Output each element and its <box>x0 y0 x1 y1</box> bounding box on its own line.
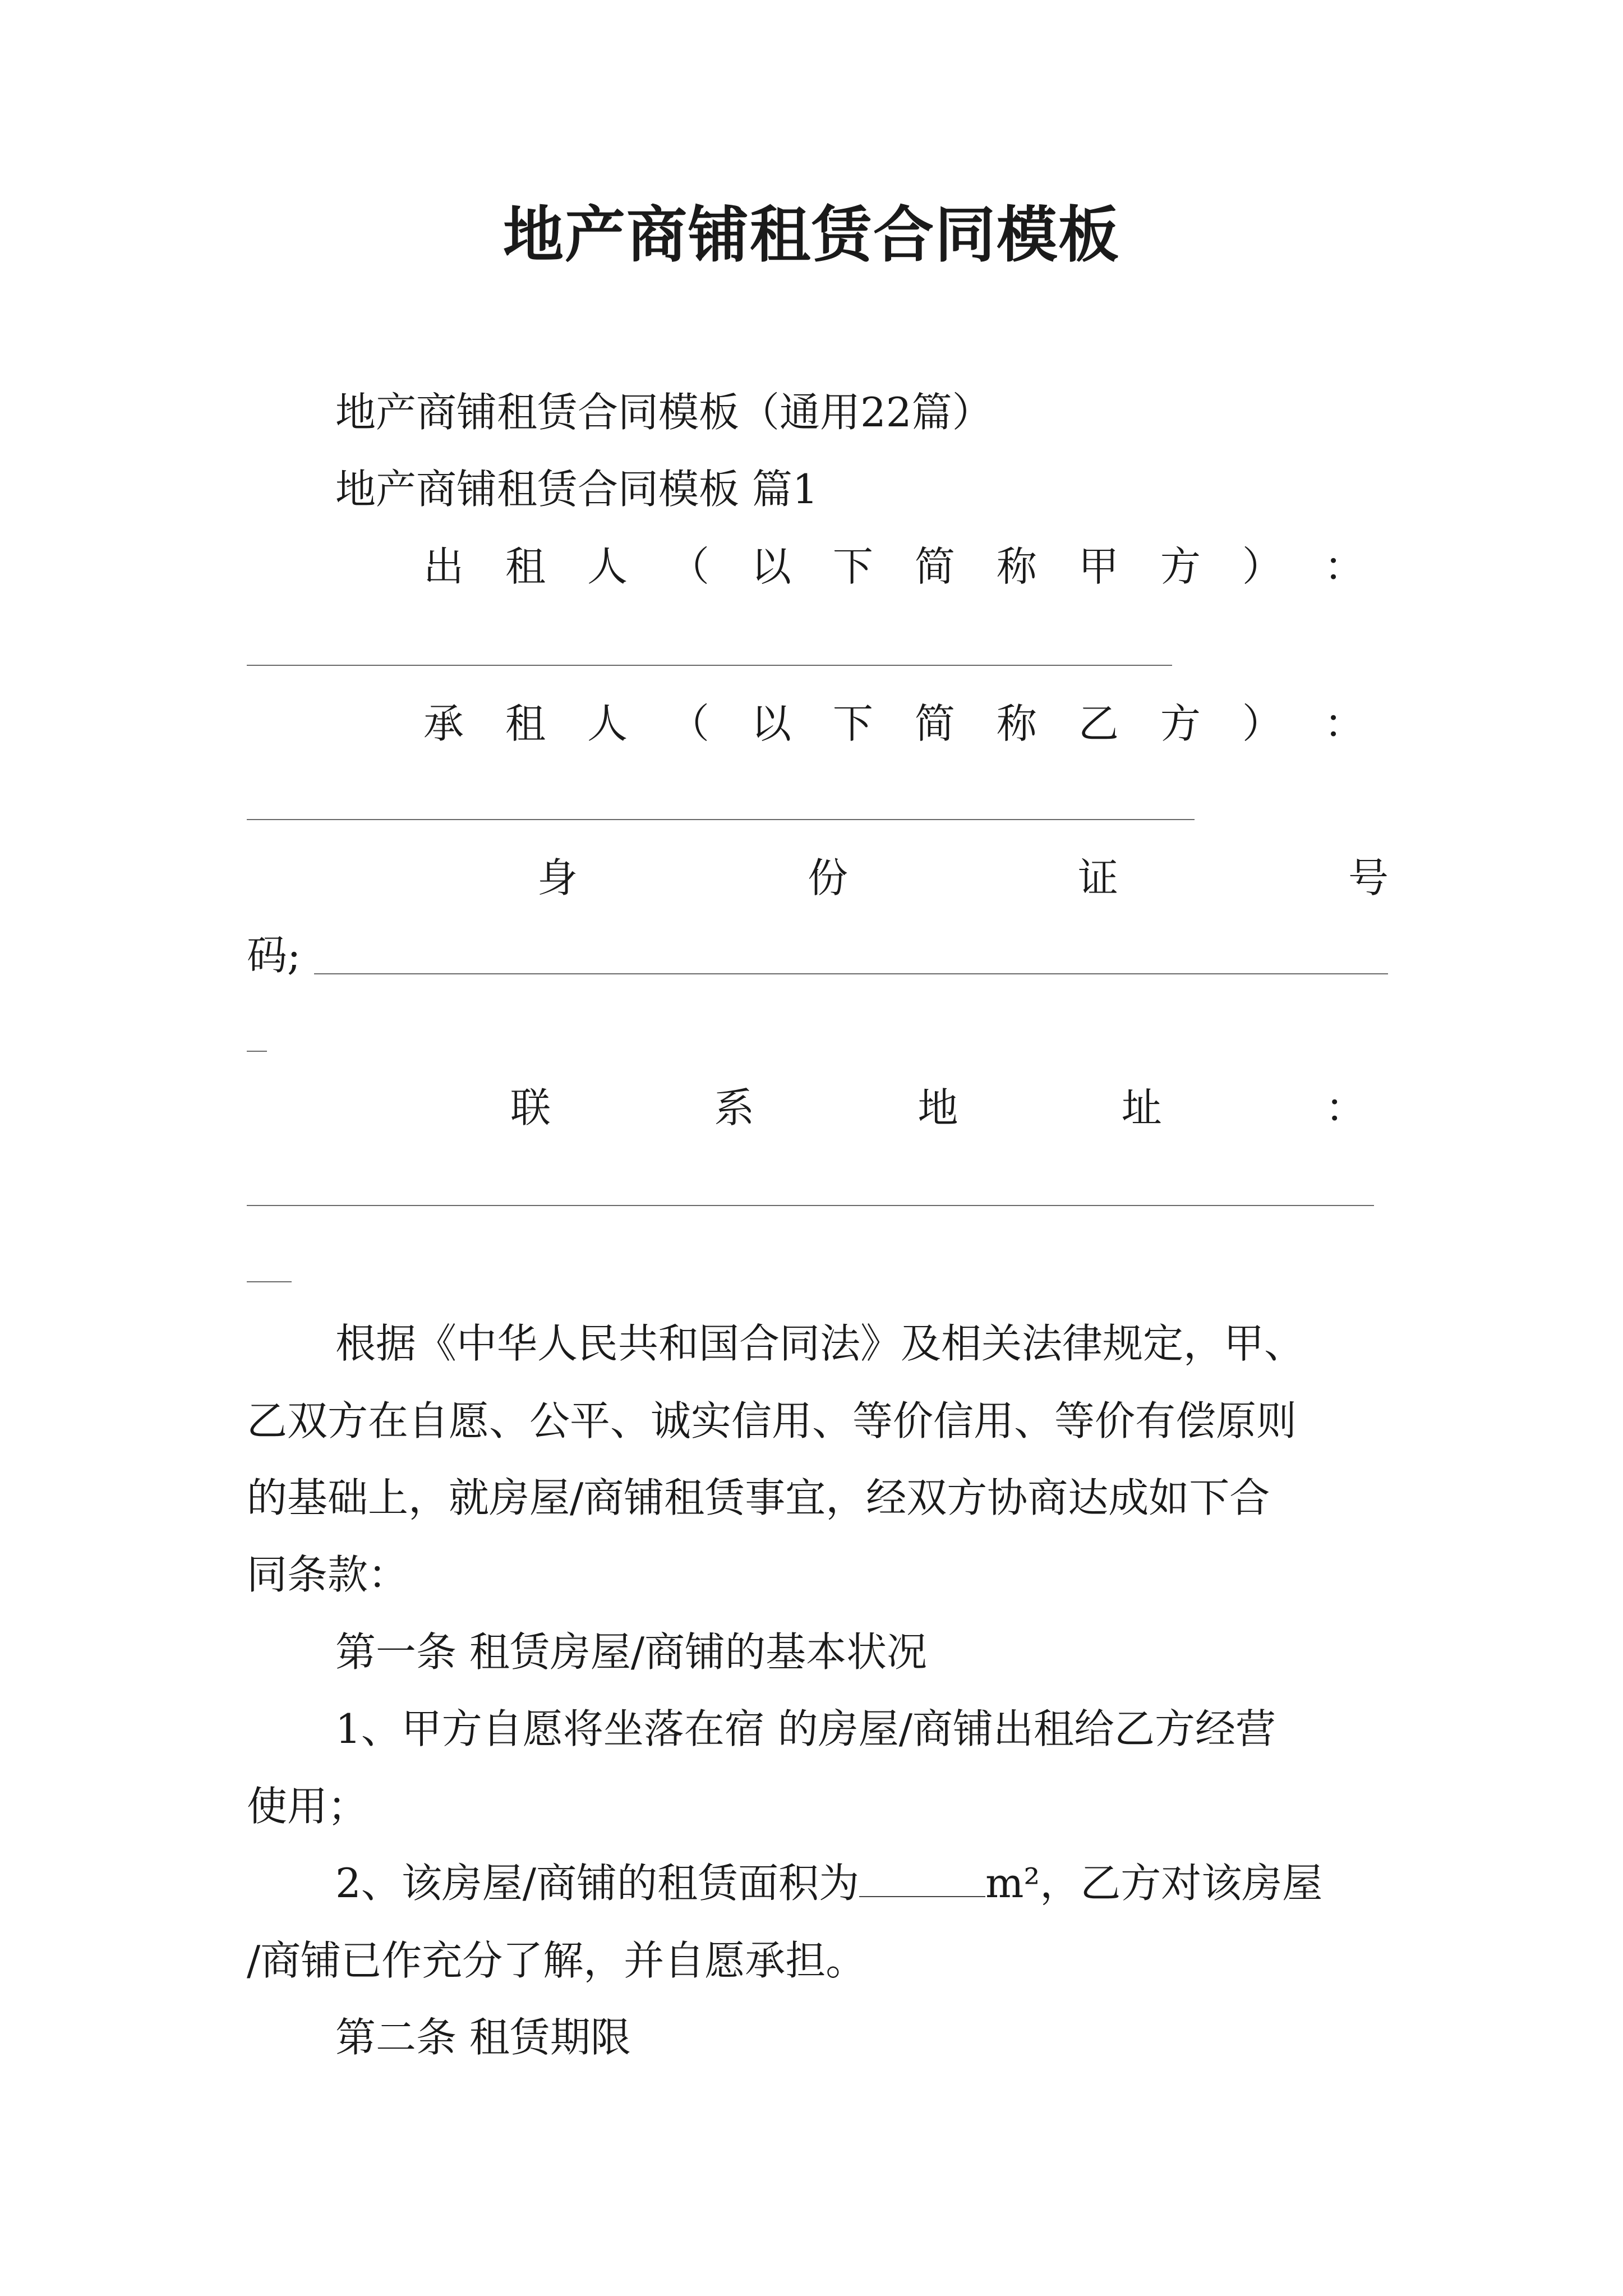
lessee-label <box>423 698 1364 749</box>
contact-address-fill-line <box>247 1205 1374 1206</box>
lessor-char: 租 <box>505 543 546 590</box>
lessor-char: 甲 <box>1078 543 1119 590</box>
lessor-char: （ <box>668 543 709 590</box>
lessee-char: 乙 <box>1078 700 1119 747</box>
article-1-item-2 <box>335 1858 1322 1908</box>
id-number-fill-line <box>314 973 1388 974</box>
lessee-char: 人 <box>587 700 628 747</box>
address-char: 地 <box>917 1084 958 1131</box>
preamble-line: 根据《中华人民共和国合同法》及相关法律规定，甲、 <box>335 1320 1305 1367</box>
id-number-label-tail: 码; <box>247 932 301 979</box>
document-subtitle: 地产商铺租赁合同模板（通用22篇） <box>335 389 993 436</box>
lessor-label <box>423 541 1364 592</box>
lessor-char: 人 <box>587 543 628 590</box>
address-char: 系 <box>714 1084 755 1131</box>
lessee-char: 简 <box>914 700 955 747</box>
id-char: 份 <box>807 854 848 901</box>
address-char: ： <box>1325 1084 1366 1131</box>
article-1-item-1-cont: 使用； <box>247 1783 368 1830</box>
lessee-char: 以 <box>750 700 791 747</box>
lessee-fill-line <box>247 819 1195 820</box>
article-1-item-1: 1、甲方自愿将坐落在宿 的房屋/商铺出租给乙方经营 <box>335 1705 1276 1752</box>
address-char: 联 <box>510 1084 551 1131</box>
lessor-char: 以 <box>750 543 791 590</box>
article-1-heading: 第一条 租赁房屋/商铺的基本状况 <box>335 1628 928 1676</box>
lessor-char: 简 <box>914 543 955 590</box>
document-title: 地产商铺租赁合同模板 <box>502 200 1120 270</box>
lessee-char: 称 <box>996 700 1037 747</box>
id-char: 身 <box>537 854 578 901</box>
article-1-item-2-cont: /商铺已作充分了解，并自愿承担。 <box>247 1937 866 1984</box>
lessee-char: 承 <box>423 700 464 747</box>
preamble-line: 同条款： <box>247 1551 409 1598</box>
item-2-suffix: m²，乙方对该房屋 <box>985 1860 1323 1907</box>
lessor-fill-line <box>247 665 1172 666</box>
article-2-heading: 第二条 租赁期限 <box>335 2014 631 2061</box>
address-char: 址 <box>1121 1084 1162 1131</box>
lessee-char: 租 <box>505 700 546 747</box>
area-fill-blank <box>859 1862 985 1897</box>
lessee-char: 下 <box>832 700 873 747</box>
lessor-char: 方 <box>1160 543 1201 590</box>
preamble-line: 的基础上，就房屋/商铺租赁事宜，经双方协商达成如下合 <box>247 1474 1270 1521</box>
id-number-label <box>537 853 1389 903</box>
lessor-char: ： <box>1324 543 1364 590</box>
preamble-line: 乙双方在自愿、公平、诚实信用、等价信用、等价有偿原则 <box>247 1397 1297 1444</box>
lessee-char: （ <box>668 700 709 747</box>
lessee-char: ： <box>1324 700 1364 747</box>
section-heading: 地产商铺租赁合同模板 篇1 <box>335 466 818 513</box>
id-number-fill-line-wrap <box>247 1051 267 1052</box>
contact-address-fill-line-wrap <box>247 1281 292 1282</box>
lessee-char: 方 <box>1160 700 1201 747</box>
id-char: 证 <box>1077 854 1118 901</box>
lessor-char: 称 <box>996 543 1037 590</box>
lessor-char: 出 <box>423 543 464 590</box>
lessor-char: ） <box>1242 543 1283 590</box>
id-char: 号 <box>1348 854 1389 901</box>
item-2-prefix: 2、该房屋/商铺的租赁面积为 <box>335 1860 860 1907</box>
lessor-char: 下 <box>832 543 873 590</box>
lessee-char: ） <box>1242 700 1283 747</box>
contact-address-label <box>510 1083 1366 1133</box>
